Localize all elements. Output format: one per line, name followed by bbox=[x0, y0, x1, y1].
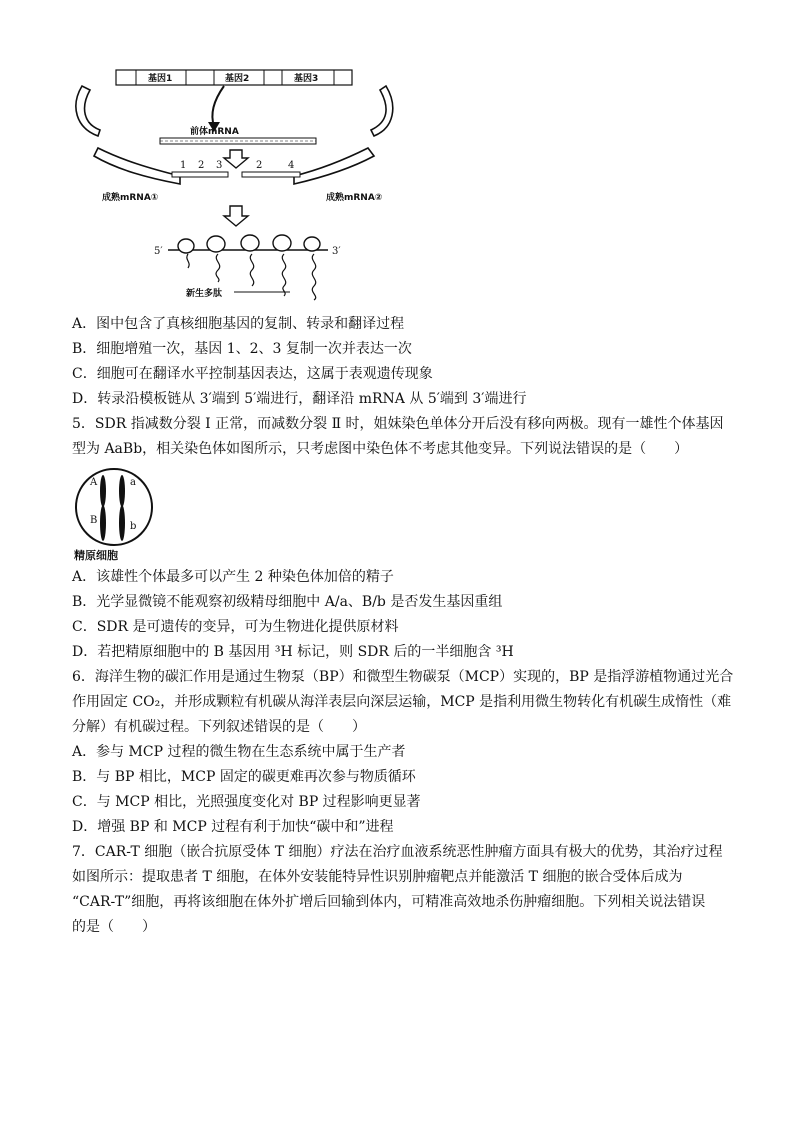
gene1-label: 基因1 bbox=[148, 74, 173, 84]
pre-mrna-label: 前体mRNA bbox=[190, 127, 239, 137]
q7-stem-line4: 的是（ ） bbox=[72, 919, 156, 935]
q5-option-c: C．SDR 是可遗传的变异，可为生物进化提供原材料 bbox=[72, 619, 399, 635]
q4-option-d: D．转录沿模板链从 3′端到 5′端进行，翻译沿 mRNA 从 5′端到 3′端进行 bbox=[72, 391, 527, 407]
translation-arrow bbox=[224, 206, 248, 226]
cell-outline bbox=[76, 469, 152, 545]
exon-num-2: 2 bbox=[198, 160, 205, 171]
exon-num-4: 4 bbox=[288, 160, 295, 171]
q5-option-a: A．该雄性个体最多可以产生 2 种染色体加倍的精子 bbox=[72, 569, 394, 585]
q5-option-d: D．若把精原细胞中的 B 基因用 ³H 标记，则 SDR 后的一半细胞含 ³H bbox=[72, 644, 514, 660]
q5-stem-line1: 5．SDR 指减数分裂 Ⅰ 正常，而减数分裂 Ⅱ 时，姐妹染色单体分开后没有移向两极。现有一雄性个体基因 bbox=[72, 416, 724, 432]
q6-option-b: B．与 BP 相比，MCP 固定的碳更难再次参与物质循环 bbox=[72, 769, 416, 785]
mature-mrna-1-bar bbox=[172, 172, 228, 177]
q7-stem-line2: 如图所示：提取患者 T 细胞，在体外安装能特异性识别肿瘤靶点并能激活 T 细胞的嵌合受体后成为 bbox=[72, 869, 683, 885]
cell-membrane-left bbox=[76, 86, 100, 136]
mature-mrna-1-label: 成熟mRNA① bbox=[102, 193, 159, 203]
three-prime-label: 3′ bbox=[332, 246, 341, 257]
q7-stem-line1: 7．CAR-T 细胞（嵌合抗原受体 T 细胞）疗法在治疗血液系统恶性肿瘤方面具有极大的优势，其治疗过程 bbox=[72, 844, 723, 860]
allele-B-label: B bbox=[90, 515, 98, 526]
exon-num-3: 3 bbox=[216, 160, 223, 171]
exon-num-1: 1 bbox=[180, 160, 187, 171]
cell-membrane-right-lower bbox=[294, 148, 374, 184]
splicing-arrow bbox=[224, 150, 248, 168]
allele-b-label: b bbox=[130, 521, 137, 532]
transcription-arrow bbox=[212, 86, 224, 126]
cell-membrane-right bbox=[371, 86, 393, 136]
allele-a-label: a bbox=[130, 477, 136, 488]
spermatogonium-caption: 精原细胞 bbox=[74, 549, 118, 562]
gene2-label: 基因2 bbox=[225, 74, 250, 84]
allele-A-label: A bbox=[90, 477, 98, 488]
gene-expression-diagram bbox=[68, 66, 408, 306]
q6-option-d: D．增强 BP 和 MCP 过程有利于加快“碳中和”进程 bbox=[72, 819, 394, 835]
q6-stem-line1: 6．海洋生物的碳汇作用是通过生物泵（BP）和微型生物碳泵（MCP）实现的，BP 是指浮游植物通过光合 bbox=[72, 669, 734, 685]
mature-mrna-2-bar bbox=[242, 172, 300, 177]
q6-option-a: A．参与 MCP 过程的微生物在生态系统中属于生产者 bbox=[72, 744, 406, 760]
q4-option-c: C．细胞可在翻译水平控制基因表达，这属于表观遗传现象 bbox=[72, 366, 433, 382]
q7-stem-line3: “CAR-T”细胞，再将该细胞在体外扩增后回输到体内，可精准高效地杀伤肿瘤细胞。下列相关说法错误 bbox=[72, 894, 706, 910]
cell-membrane-left-lower bbox=[94, 148, 180, 184]
q6-stem-line3: 分解）有机碳过程。下列叙述错误的是（ ） bbox=[72, 719, 366, 735]
gene3-label: 基因3 bbox=[294, 74, 319, 84]
q4-option-a: A．图中包含了真核细胞基因的复制、转录和翻译过程 bbox=[72, 316, 405, 332]
nascent-polypeptide-label: 新生多肽 bbox=[186, 289, 223, 299]
q5-stem-line2: 型为 AaBb，相关染色体如图所示，只考虑图中染色体不考虑其他变异。下列说法错误的是（ ） bbox=[72, 441, 689, 457]
five-prime-label: 5′ bbox=[154, 246, 163, 257]
q4-option-b: B．细胞增殖一次，基因 1、2、3 复制一次并表达一次 bbox=[72, 341, 412, 357]
exon-num-2b: 2 bbox=[256, 160, 263, 171]
mature-mrna-2-label: 成熟mRNA② bbox=[326, 193, 383, 203]
q6-stem-line2: 作用固定 CO₂，并形成颗粒有机碳从海洋表层向深层运输，MCP 是指利用微生物转化有机碳生成惰性（难 bbox=[72, 694, 732, 710]
q5-option-b: B．光学显微镜不能观察初级精母细胞中 A/a、B/b 是否发生基因重组 bbox=[72, 594, 503, 610]
q6-option-c: C．与 MCP 相比，光照强度变化对 BP 过程影响更显著 bbox=[72, 794, 421, 810]
